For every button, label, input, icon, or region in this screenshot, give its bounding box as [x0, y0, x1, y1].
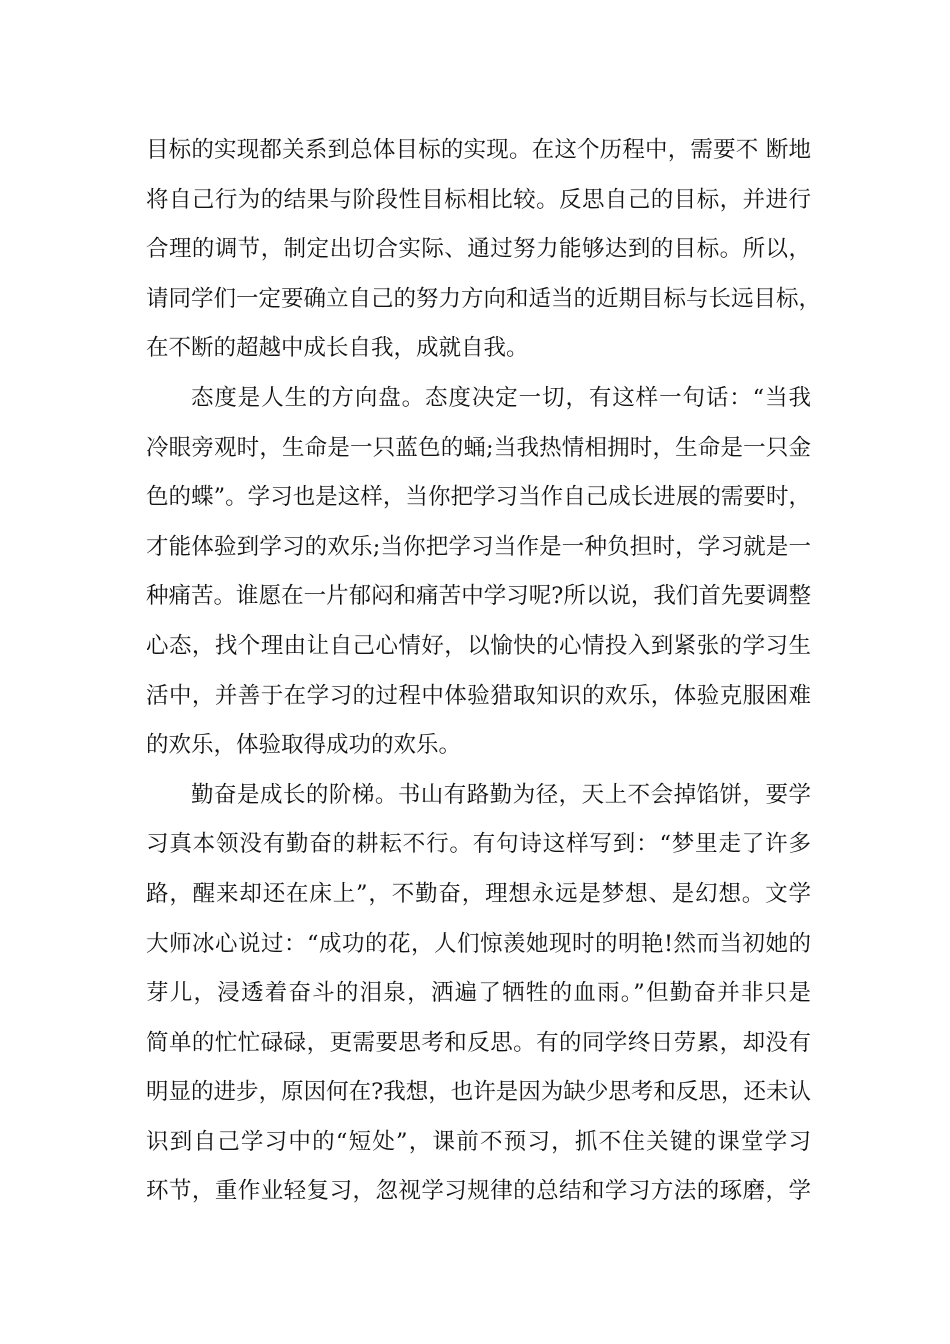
body-text: [146, 126, 822, 1217]
text-line: 明显的进步，原因何在?我想，也许是因为缺少思考和反思，还未认: [146, 1079, 811, 1106]
paragraph: [146, 126, 822, 374]
text-line: 的欢乐，体验取得成功的欢乐。: [146, 732, 462, 759]
text-line: 简单的忙忙碌碌，更需要思考和反思。有的同学终日劳累，却没有: [146, 1029, 811, 1056]
text-line: 路，醒来却还在床上”，不勤奋，理想永远是梦想、是幻想。文学: [146, 880, 811, 907]
text-line: 勤奋是成长的阶梯。书山有路勤为径，天上不会掉馅饼，要学: [191, 781, 811, 808]
paragraph: [146, 771, 811, 1217]
text-line: 冷眼旁观时，生命是一只蓝色的蛹;当我热情相拥时，生命是一只金: [146, 434, 811, 461]
text-line: 习真本领没有勤奋的耕耘不行。有句诗这样写到：“梦里走了许多: [146, 831, 811, 858]
text-line: 芽儿，浸透着奋斗的泪泉，洒遍了牺牲的血雨。”但勤奋并非只是: [146, 980, 811, 1007]
text-line: 种痛苦。谁愿在一片郁闷和痛苦中学习呢?所以说，我们首先要调整: [146, 583, 811, 610]
text-line: 将自己行为的结果与阶段性目标相比较。反思自己的目标，并进行: [146, 186, 811, 213]
text-line: 请同学们一定要确立自己的努力方向和适当的近期目标与长远目标，: [146, 285, 822, 312]
text-line: 识到自己学习中的“短处”，课前不预习，抓不住关键的课堂学习: [146, 1128, 811, 1155]
text-line: 在不断的超越中成长自我，成就自我。: [146, 335, 529, 362]
text-line: 目标的实现都关系到总体目标的实现。在这个历程中，需要不 断地: [146, 137, 811, 163]
text-line: 态度是人生的方向盘。态度决定一切，有这样一句话：“当我: [191, 384, 811, 411]
text-line: 环节，重作业轻复习，忽视学习规律的总结和学习方法的琢磨，学: [146, 1178, 811, 1205]
text-line: 心态，找个理由让自己心情好，以愉快的心情投入到紧张的学习生: [146, 632, 811, 659]
text-line: 才能体验到学习的欢乐;当你把学习当作是一种负担时，学习就是一: [146, 533, 811, 560]
text-line: 活中，并善于在学习的过程中体验猎取知识的欢乐，体验克服困难: [146, 682, 811, 709]
text-line: 大师冰心说过：“成功的花，人们惊羡她现时的明艳!然而当初她的: [146, 930, 811, 957]
text-line: 色的蝶”。学习也是这样，当你把学习当作自己成长进展的需要时，: [146, 484, 811, 511]
paragraph: [146, 374, 811, 771]
text-line: 合理的调节，制定出切合实际、通过努力能够达到的目标。所以，: [146, 236, 811, 263]
